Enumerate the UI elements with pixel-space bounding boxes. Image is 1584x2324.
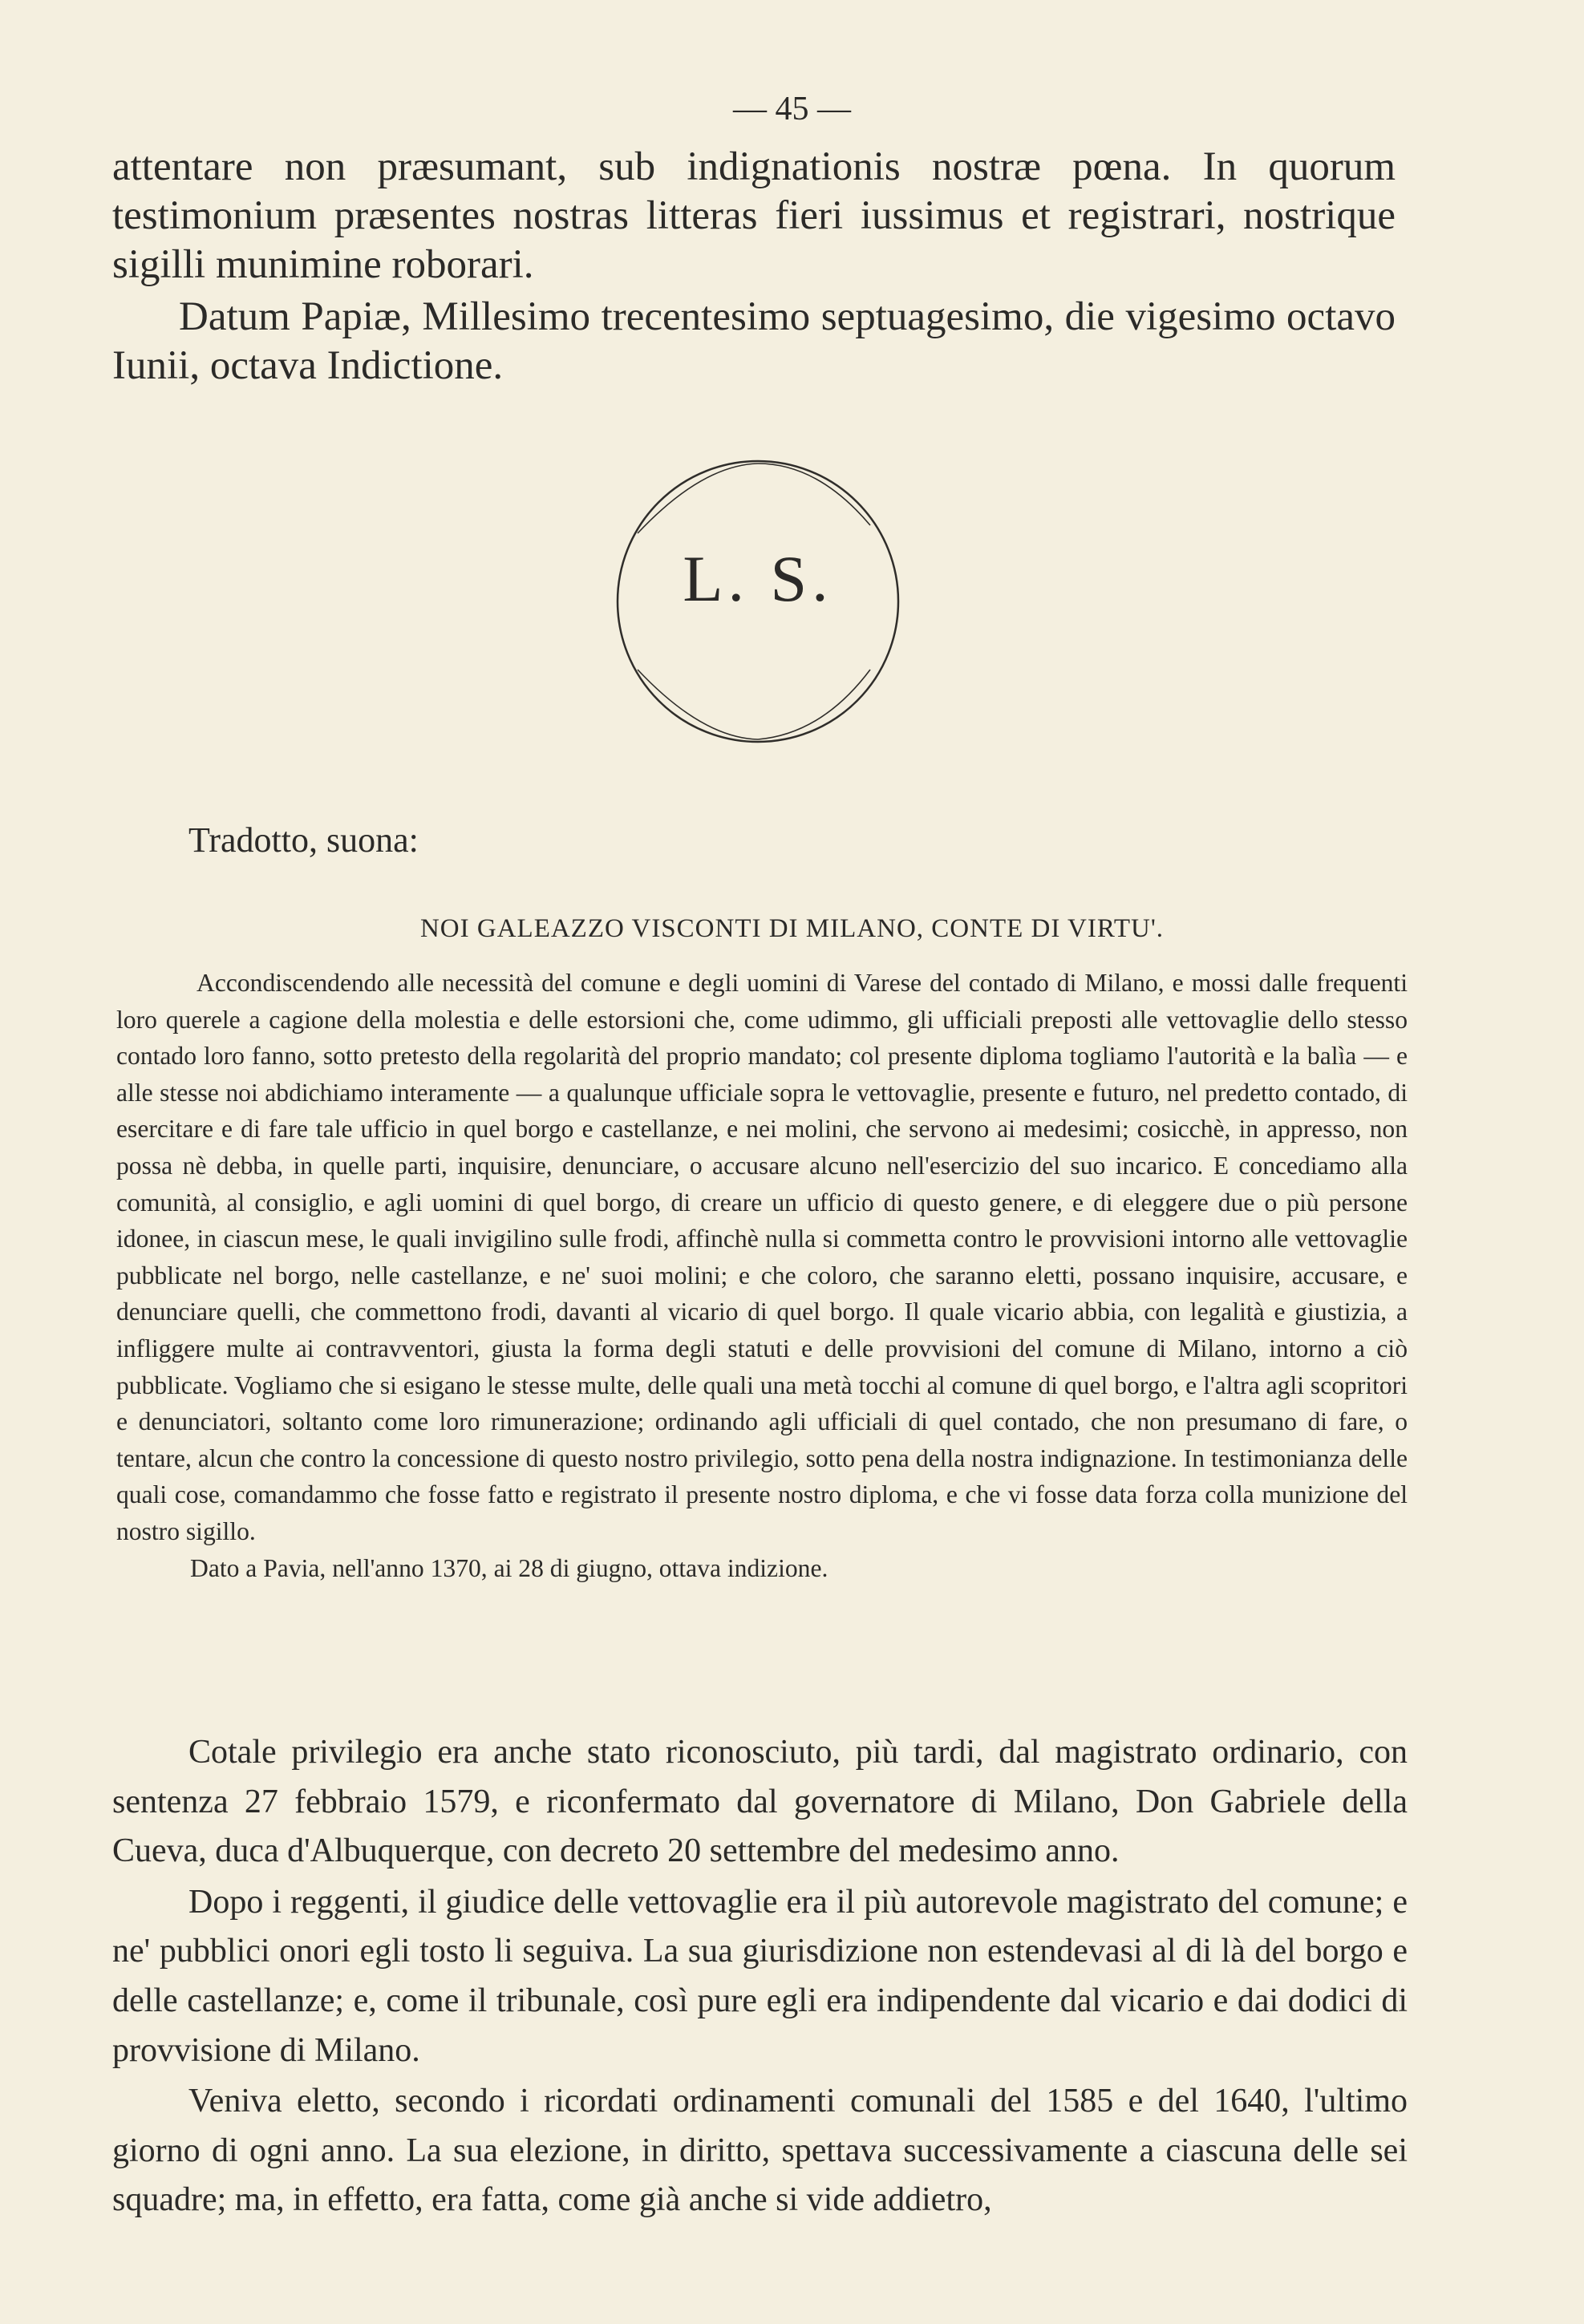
- latin-continuation: attentare non præsumant, sub indignationis nostræ pœna. In quorum testimonium præsentes nostras litteras fieri iussimus et registrari, nostrique sigilli munimine roborari.: [112, 144, 1396, 287]
- latin-text: [112, 143, 1396, 391]
- translation-heading: NOI GALEAZZO VISCONTI DI MILANO, CONTE DI VIRTU'.: [419, 914, 1165, 943]
- translation-dato: Dato a Pavia, nell'anno 1370, ai 28 di giugno, ottava indizione.: [190, 1553, 828, 1582]
- body-paragraph-2: Dopo i reggenti, il giudice delle vettovaglie era il più autorevole magistrato del comune; e ne' pubblici onori egli tosto li seguiva. La sua giurisdizione non estendevasi al di là del borgo e delle castellanze; e, come il tribunale, così pure egli era indipendente dal vicario e dai dodici di provvisione di Milano.: [112, 1883, 1408, 2069]
- seal: [606, 457, 910, 746]
- body-text: [112, 1728, 1408, 2225]
- seal-text: L. S.: [683, 542, 833, 615]
- body-paragraph-1: Cotale privilegio era anche stato riconosciuto, più tardi, dal magistrato ordinario, con sentenza 27 febbraio 1579, e riconfermato dal governatore di Milano, Don Gabriele della Cueva, duca d'Albuquerque, con decreto 20 settembre del medesimo anno.: [112, 1734, 1408, 1870]
- latin-datum: Datum Papiæ, Millesimo trecentesimo septuagesimo, die vigesimo octavo Iunii, octava Indictione.: [112, 294, 1396, 388]
- translation-body: Accondiscendendo alle necessità del comune e degli uomini di Varese del contado di Milano, e mossi dalle frequenti loro querele a cagione della molestia e delle estorsioni che, come udimmo, gli ufficiali preposti alle vettovaglie dello stesso contado loro fanno, sotto pretesto della regolarità del proprio mandato; col presente diploma togliamo l'autorità e la balìa — e alle stesse noi abdichiamo interamente — a qualunque ufficiale sopra le vettovaglie, presente e futuro, nel predetto contado, di esercitare e di fare tale ufficio in quel borgo e castellanze, e nei molini, che servono ai medesimi; cosicchè, in appresso, non possa nè debba, in quelle parti, inquisire, denunciare, o accusare alcuno nell'esercizio del suo incarico. E concediamo alla comunità, al consiglio, e agli uomini di quel borgo, di creare un ufficio di questo genere, e di eleggere due o più persone idonee, in ciascun mese, le quali invigilino sulle frodi, affinchè nulla si commetta contro le provvisioni intorno alle vettovaglie pubblicate nel borgo, nelle castellanze, e ne' suoi molini; e che coloro, che saranno eletti, possano inquisire, accusare, e denunciare quelli, che commettono frodi, davanti al vicario di quel borgo. Il quale vicario abbia, con legalità e giustizia, a infliggere multe ai contravventori, giusta la forma degli statuti e delle provvisioni del comune di Milano, intorno a ciò pubblicate. Vogliamo che si esigano le stesse multe, delle quali una metà tocchi al comune di quel borgo, e l'altra agli scopritori e denunciatori, soltanto come loro rimunerazione; ordinando agli ufficiali di quel contado, che non presumano di fare, o tentare, alcun che contro la concessione di questo nostro privilegio, sotto pena della nostra indignazione. In testimonianza delle quali cose, comandammo che fosse fatto e registrato il presente nostro diploma, e che vi fosse data forza colla munizione del nostro sigillo.: [116, 969, 1408, 1545]
- translation-text: [116, 965, 1408, 1586]
- body-paragraph-3: Veniva eletto, secondo i ricordati ordinamenti comunali del 1585 e del 1640, l'ultimo giorno di ogni anno. La sua elezione, in diritto, spettava successivamente a ciascuna delle sei squadre; ma, in effetto, era fatta, come già anche si vide addietro,: [112, 2083, 1408, 2219]
- translation-intro: Tradotto, suona:: [188, 820, 419, 860]
- page-number: — 45 —: [733, 91, 851, 128]
